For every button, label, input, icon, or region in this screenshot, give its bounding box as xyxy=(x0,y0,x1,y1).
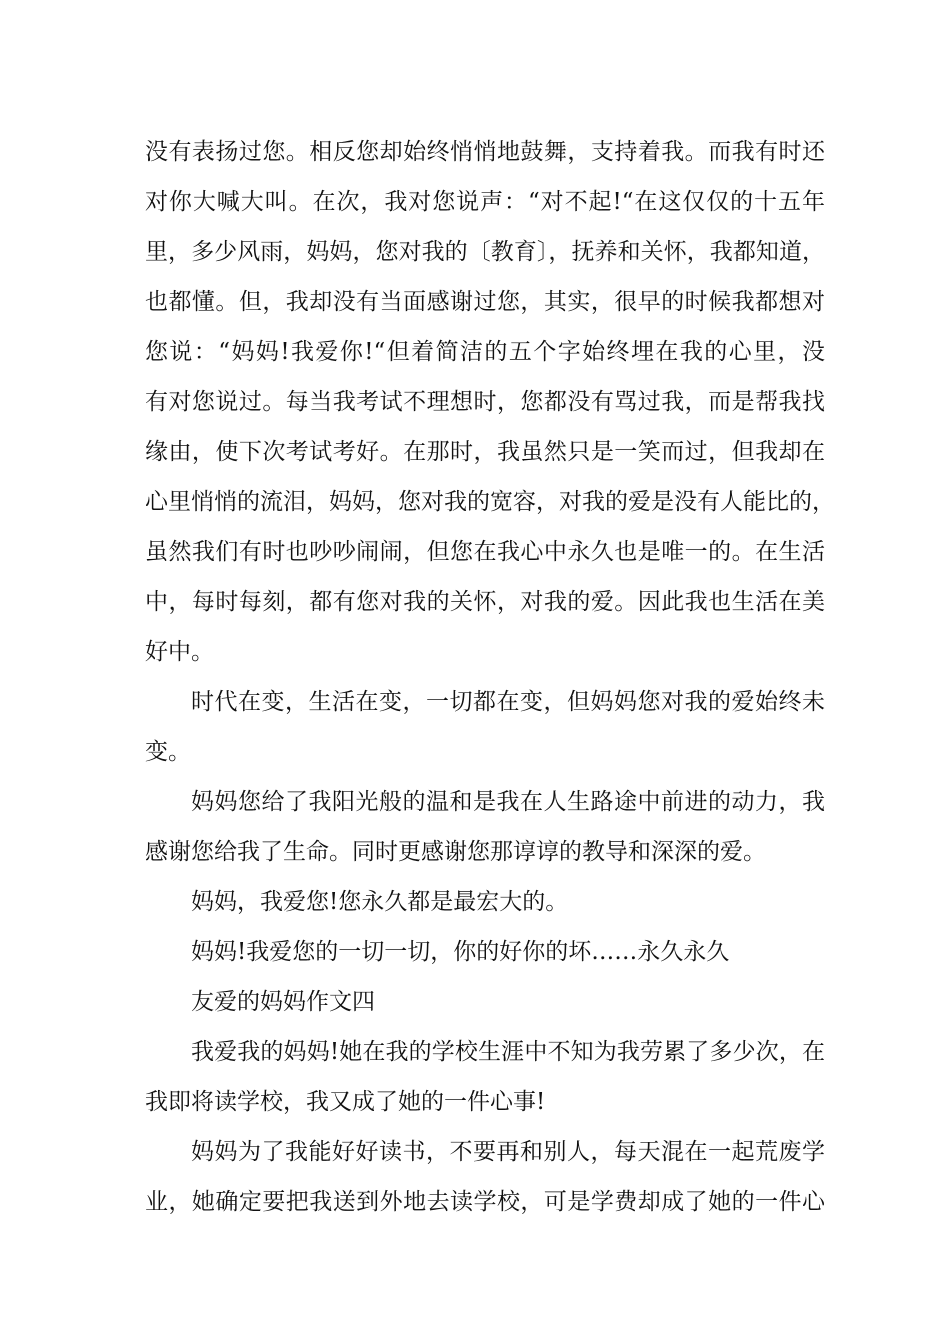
text-line: 妈妈!我爱您的一切一切，你的好你的坏……永久永久 xyxy=(191,939,730,965)
text-line: 妈妈，我爱您!您永久都是最宏大的。 xyxy=(191,889,569,915)
text-line: 业，她确定要把我送到外地去读学校，可是学费却成了她的一件心 xyxy=(145,1189,825,1215)
text-line: 心里悄悄的流泪，妈妈，您对我的宽容，对我的爱是没有人能比的， xyxy=(145,489,835,515)
text-line: 有对您说过。每当我考试不理想时，您都没有骂过我，而是帮我找 xyxy=(145,389,825,415)
paragraph xyxy=(145,127,835,677)
paragraph xyxy=(145,1027,825,1127)
text-line: 对你大喊大叫。在次，我对您说声：“对不起!“在这仅仅的十五年 xyxy=(145,189,825,215)
text-line: 虽然我们有时也吵吵闹闹，但您在我心中永久也是唯一的。在生活 xyxy=(145,539,825,565)
text-line: 没有表扬过您。相反您却始终悄悄地鼓舞，支持着我。而我有时还 xyxy=(145,139,825,165)
text-line: 我即将读学校，我又成了她的一件心事! xyxy=(145,1089,546,1115)
section-heading xyxy=(145,977,825,1027)
text-line: 里，多少风雨，妈妈，您对我的〔教育〕，抚养和关怀，我都知道， xyxy=(145,239,825,265)
paragraph xyxy=(145,927,825,977)
paragraph xyxy=(145,877,825,927)
text-line: 中，每时每刻，都有您对我的关怀，对我的爱。因此我也生活在美 xyxy=(145,589,825,615)
text-line: 缘由，使下次考试考好。在那时，我虽然只是一笑而过，但我却在 xyxy=(145,439,825,465)
text-line: 时代在变，生活在变，一切都在变，但妈妈您对我的爱始终未 xyxy=(191,689,825,715)
text-line: 我爱我的妈妈!她在我的学校生涯中不知为我劳累了多少次，在 xyxy=(191,1039,825,1065)
text-line: 变。 xyxy=(145,739,191,765)
text-line: 您说：“妈妈!我爱你!“但着简洁的五个字始终埋在我的心里，没 xyxy=(145,339,825,365)
text-line: 妈妈您给了我阳光般的温和是我在人生路途中前进的动力，我 xyxy=(191,789,825,815)
paragraph xyxy=(145,1127,825,1227)
text-line: 也都懂。但，我却没有当面感谢过您，其实，很早的时候我都想对 xyxy=(145,289,825,315)
heading-text: 友爱的妈妈作文四 xyxy=(191,989,375,1015)
text-line: 感谢您给我了生命。同时更感谢您那谆谆的教导和深深的爱。 xyxy=(145,839,766,865)
body-text xyxy=(145,127,835,1227)
paragraph xyxy=(145,777,825,877)
text-line: 妈妈为了我能好好读书，不要再和别人，每天混在一起荒废学 xyxy=(191,1139,825,1165)
text-line: 好中。 xyxy=(145,639,214,665)
paragraph xyxy=(145,677,825,777)
